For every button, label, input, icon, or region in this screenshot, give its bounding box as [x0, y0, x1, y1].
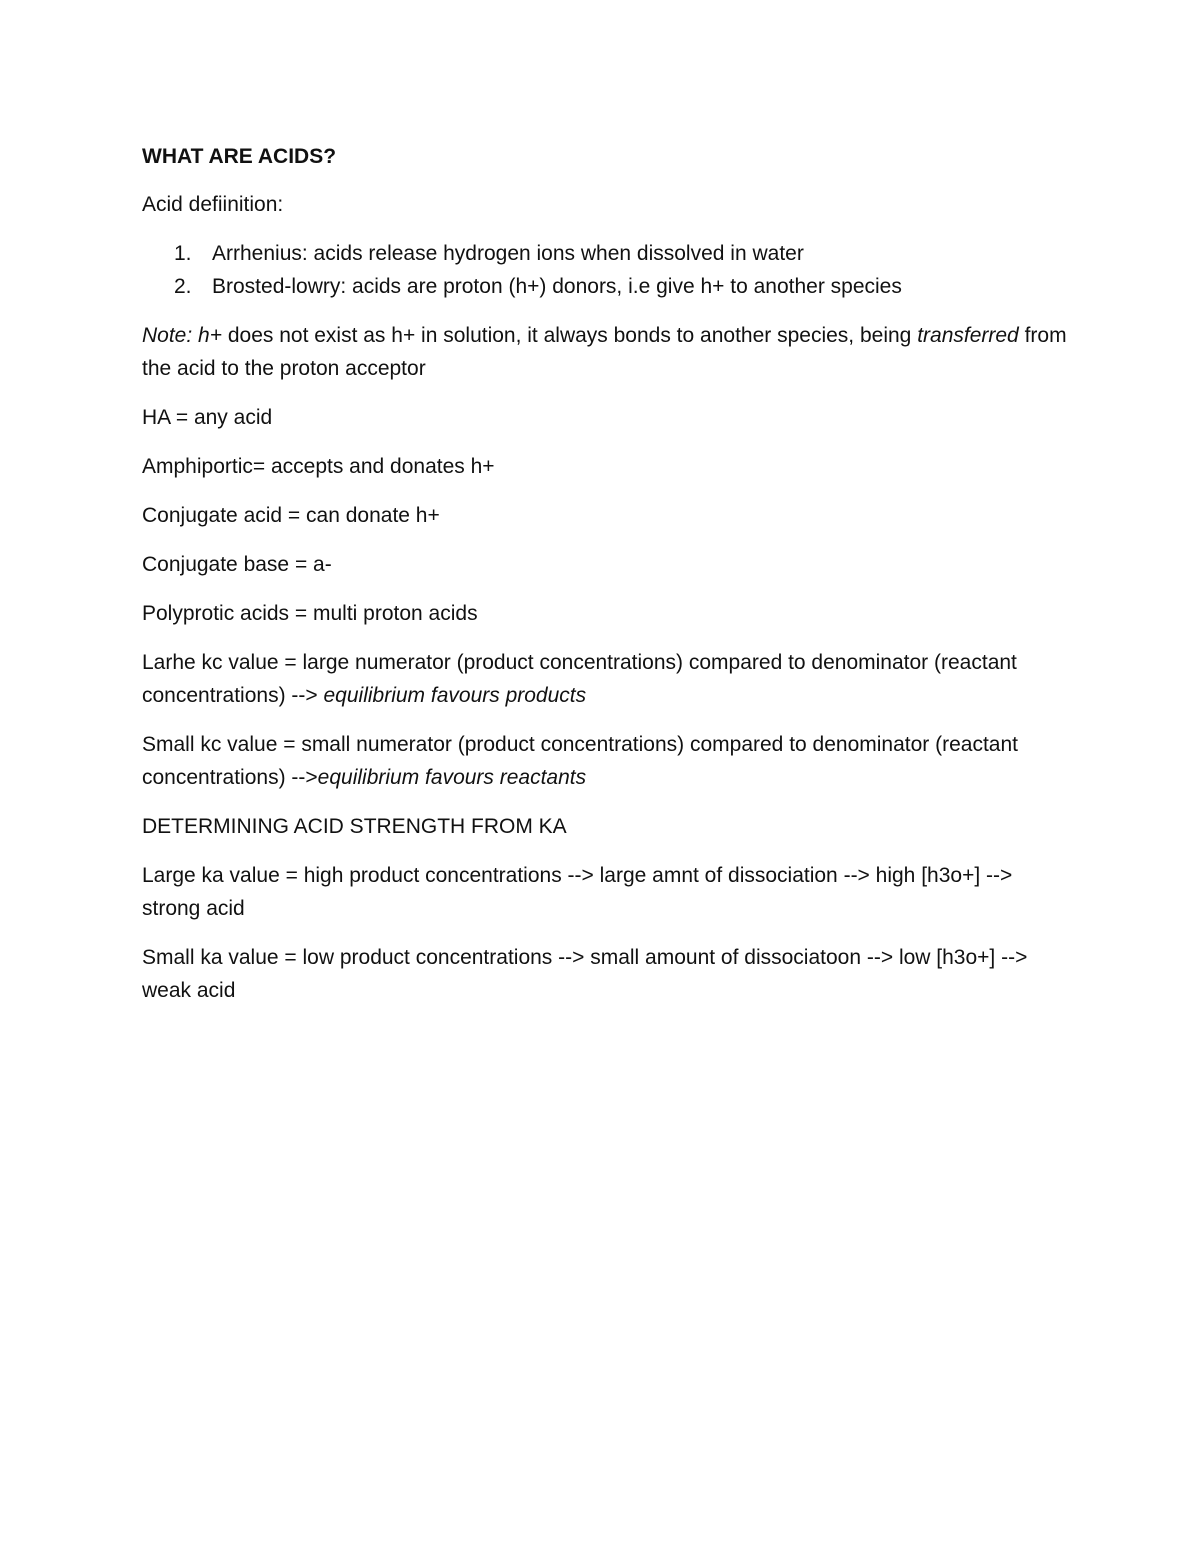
list-item-text: Brosted-lowry: acids are proton (h+) donors, i.e give h+ to another species: [212, 275, 902, 298]
ka-large-paragraph: Large ka value = high product concentrations --> large amnt of dissociation --> high [h3o+] --> strong acid: [142, 864, 1013, 920]
kc-large-paragraph: [142, 646, 1072, 712]
term-line: Amphiportic= accepts and donates h+: [142, 455, 495, 478]
list-item-text: Arrhenius: acids release hydrogen ions when dissolved in water: [212, 242, 804, 265]
note-subject: h+: [198, 324, 222, 347]
list-number: 2.: [174, 275, 192, 298]
document-page: [142, 140, 1072, 1023]
definition-list: [142, 237, 1072, 303]
kc-large-text: Larhe kc value = large numerator (product concentrations) compared to denominator (reactant concentrations) -->: [142, 651, 1017, 707]
term-line: Polyprotic acids = multi proton acids: [142, 602, 478, 625]
list-item: [142, 237, 1072, 270]
note-emphasis: transferred: [917, 324, 1019, 347]
list-number: 1.: [174, 242, 192, 265]
kc-small-paragraph: [142, 728, 1072, 794]
kc-small-text: Small kc value = small numerator (product concentrations) compared to denominator (reactant concentrations) -->: [142, 733, 1018, 789]
note-text-2: from the acid to the proton acceptor: [142, 324, 1067, 380]
term-line: Conjugate base = a-: [142, 553, 332, 576]
definition-label: Acid defiinition:: [142, 193, 284, 216]
note-paragraph: [142, 319, 1072, 385]
term-line: HA = any acid: [142, 406, 273, 429]
kc-large-emphasis: equilibrium favours products: [323, 684, 587, 707]
note-label: Note:: [142, 324, 193, 347]
section-heading: DETERMINING ACID STRENGTH FROM KA: [142, 815, 567, 838]
page-title: WHAT ARE ACIDS?: [142, 145, 337, 168]
list-item: [142, 270, 1072, 303]
kc-small-emphasis: equilibrium favours reactants: [317, 766, 587, 789]
ka-small-paragraph: Small ka value = low product concentrations --> small amount of dissociatoon --> low [h3o+] --> weak acid: [142, 946, 1028, 1002]
term-line: Conjugate acid = can donate h+: [142, 504, 440, 527]
note-text-1: does not exist as h+ in solution, it always bonds to another species, being: [222, 324, 918, 347]
